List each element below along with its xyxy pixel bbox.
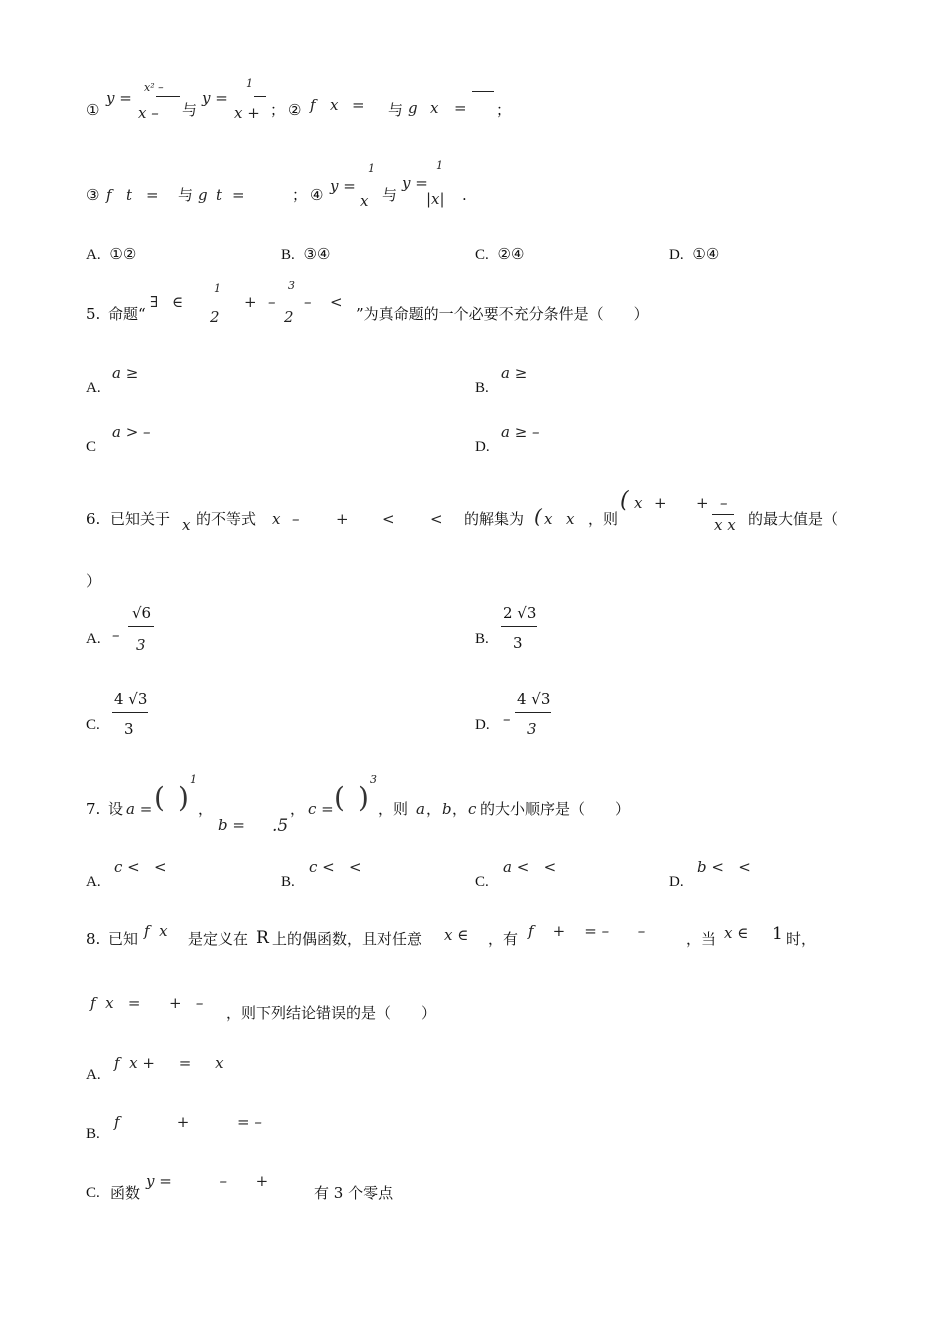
q8-t6: 时，: [786, 930, 817, 948]
fraction-bar: [472, 91, 494, 92]
fraction-bar: [501, 626, 537, 627]
q7-sep-b: ，: [452, 800, 468, 818]
q4-part2-a: f: [310, 96, 316, 114]
q7-var-c: c: [468, 800, 477, 818]
q4-part3-mark: ③: [86, 186, 100, 204]
q4-part2-mark: ②: [288, 101, 302, 119]
q4-part2-b-arg: x: [430, 99, 439, 117]
q8-t3: 上的偶函数，且对任意: [272, 930, 423, 948]
q6-set-open: (: [534, 504, 542, 528]
q4-part1-a: y =: [106, 89, 132, 107]
q5-suffix: ”为真命题的一个必要不充分条件是（ ）: [356, 305, 649, 323]
q4-part4-mark: ④: [310, 186, 324, 204]
q6-ineq-plus: +: [336, 510, 349, 528]
fraction-bar: [712, 514, 734, 515]
q6-close-paren: ）: [86, 572, 102, 590]
q6-set-x2: x: [566, 510, 575, 528]
fraction-bar: [515, 712, 551, 713]
q6-t3: 的解集为: [464, 510, 525, 528]
q8-t1: 已知: [108, 930, 139, 948]
q6-expr-plus1: +: [654, 494, 667, 512]
q7-t1: 设: [108, 800, 124, 818]
q4-part2-a-arg: x: [330, 96, 339, 114]
q5-minus: –: [268, 293, 276, 311]
q4-line-1: [86, 77, 526, 128]
q7-var-b: b: [442, 800, 452, 818]
q7-number: 7.: [86, 800, 101, 818]
q4-line-2: [86, 159, 506, 214]
q6-set-x1: x: [544, 510, 553, 528]
q8-t4: ，有: [488, 930, 519, 948]
q4-part4-b-den: |x|: [426, 190, 445, 208]
q4-part2-with: 与: [388, 101, 404, 119]
q5-plus: +: [244, 293, 257, 311]
paren-right: ): [178, 781, 189, 814]
q7-c-eq: c =: [308, 800, 334, 818]
q7-t3: 的大小顺序是（ ）: [480, 800, 631, 818]
fraction-bar: [128, 626, 154, 627]
q6-ineq-minus: –: [292, 510, 300, 528]
q6-t1: 已知关于: [110, 510, 171, 528]
fraction-bar: [156, 96, 180, 97]
q7-a-eq: a =: [126, 800, 153, 818]
q8-fx: f x: [144, 922, 168, 940]
fraction-bar: [254, 96, 266, 97]
q4-part3-b-arg: t: [216, 186, 223, 204]
q6-expr-x: x: [634, 494, 643, 512]
q8-stem: [86, 924, 846, 954]
q8-line-2: [86, 996, 506, 1026]
q8-interval-end: 1: [772, 924, 783, 944]
q6-ineq-lt1: <: [382, 510, 395, 528]
q6-ineq-x: x: [272, 510, 281, 528]
paren-left: (: [334, 781, 345, 814]
q7-comma1: ，: [198, 800, 214, 818]
fraction-bar: [112, 712, 148, 713]
q6-t5: 的最大值是（: [748, 510, 839, 528]
q5-frac2-num: 3: [288, 279, 295, 292]
q4-end1: ；: [496, 101, 512, 119]
q4-part1-b: y =: [202, 89, 228, 107]
q7-sep-a: ，: [426, 800, 442, 818]
q4-sep3: ；: [292, 186, 308, 204]
q5-frac1-num: 1: [214, 282, 221, 295]
q6-var-x: x: [182, 516, 191, 534]
q4-sep1: ；: [270, 101, 286, 119]
q8-cond: f + = – –: [528, 922, 646, 940]
q4-part2-b: g: [408, 99, 418, 117]
q7-b-val: .5: [272, 816, 289, 836]
q4-option-b[interactable]: B. ③④: [281, 245, 331, 263]
q8-line2-math: f x = + –: [90, 994, 204, 1012]
q4-part1-b-den: x +: [234, 104, 260, 122]
q8-number: 8.: [86, 930, 101, 948]
q4-end2: .: [462, 186, 467, 204]
q7-a-exp: 1: [190, 773, 197, 786]
q4-part3-a-arg: t: [126, 186, 133, 204]
q4-part4-with: 与: [382, 186, 398, 204]
q5-prefix: 命题“: [108, 305, 146, 323]
q5-in: ∈: [172, 293, 184, 311]
q5-frac2-den: 2: [284, 308, 294, 326]
q4-part1-a-den: x –: [138, 104, 159, 122]
q4-part3-eq: =: [146, 186, 159, 204]
q4-part4-a-num: 1: [368, 162, 375, 175]
paren-left: (: [154, 781, 165, 814]
paren-right: ): [358, 781, 369, 814]
q6-t4: ，则: [588, 510, 619, 528]
q4-part3-a: f: [106, 186, 112, 204]
q8-x-in: x ∈: [444, 926, 469, 944]
q5-minus2: –: [304, 293, 312, 311]
q5-number: 5.: [86, 305, 101, 323]
q4-part2-b-eq: =: [454, 99, 467, 117]
q8-R: R: [256, 928, 269, 948]
q4-option-c[interactable]: C. ②④: [475, 245, 525, 263]
q5-frac1-den: 2: [210, 308, 220, 326]
q6-ineq-lt2: <: [430, 510, 443, 528]
q5-lt: <: [330, 293, 343, 311]
q4-part4-a-den: x: [360, 192, 369, 210]
q7-var-a: a: [416, 800, 425, 818]
q8-option-c[interactable]: C. 函数 y = – + 有 3 个零点: [86, 1172, 394, 1202]
q6-t2: 的不等式: [196, 510, 257, 528]
q7-comma2: ，: [290, 800, 306, 818]
q8-line2-text: ，则下列结论错误的是（ ）: [226, 1004, 437, 1022]
q4-part3-b: g: [198, 186, 208, 204]
q6-expr-num: –: [720, 494, 728, 512]
q4-option-d[interactable]: D. ①④: [669, 245, 720, 263]
q6-expr-open: (: [620, 488, 629, 513]
q4-part1-with: 与: [182, 101, 198, 119]
q6-expr-den: x x: [714, 516, 736, 534]
q7-stem: [86, 774, 646, 836]
q6-stem: [86, 490, 866, 536]
q7-c-exp: 3: [370, 773, 377, 786]
q4-option-a[interactable]: A. ①②: [86, 245, 137, 263]
q8-t5: ，当: [686, 930, 717, 948]
q5-stem: [86, 280, 706, 330]
q7-t2: ，则: [378, 800, 409, 818]
q8-t2: 是定义在: [188, 930, 249, 948]
q4-part3-b-eq: =: [232, 186, 245, 204]
q4-part1-b-num: 1: [246, 77, 253, 90]
q5-exists: ∃: [150, 293, 159, 311]
q6-expr-plus2: +: [696, 494, 709, 512]
q4-part3-with: 与: [178, 186, 194, 204]
q4-part4-b-num: 1: [436, 159, 443, 172]
q6-number: 6.: [86, 510, 101, 528]
q4-part4-a: y =: [330, 177, 356, 195]
q4-part1-a-num: x² –: [144, 81, 164, 94]
q8-x-in2: x ∈: [724, 924, 749, 942]
q4-part4-b: y =: [402, 174, 428, 192]
q4-part1-mark: ①: [86, 101, 100, 119]
q4-part2-eq: =: [352, 96, 365, 114]
q7-b-eq: b =: [218, 816, 245, 834]
